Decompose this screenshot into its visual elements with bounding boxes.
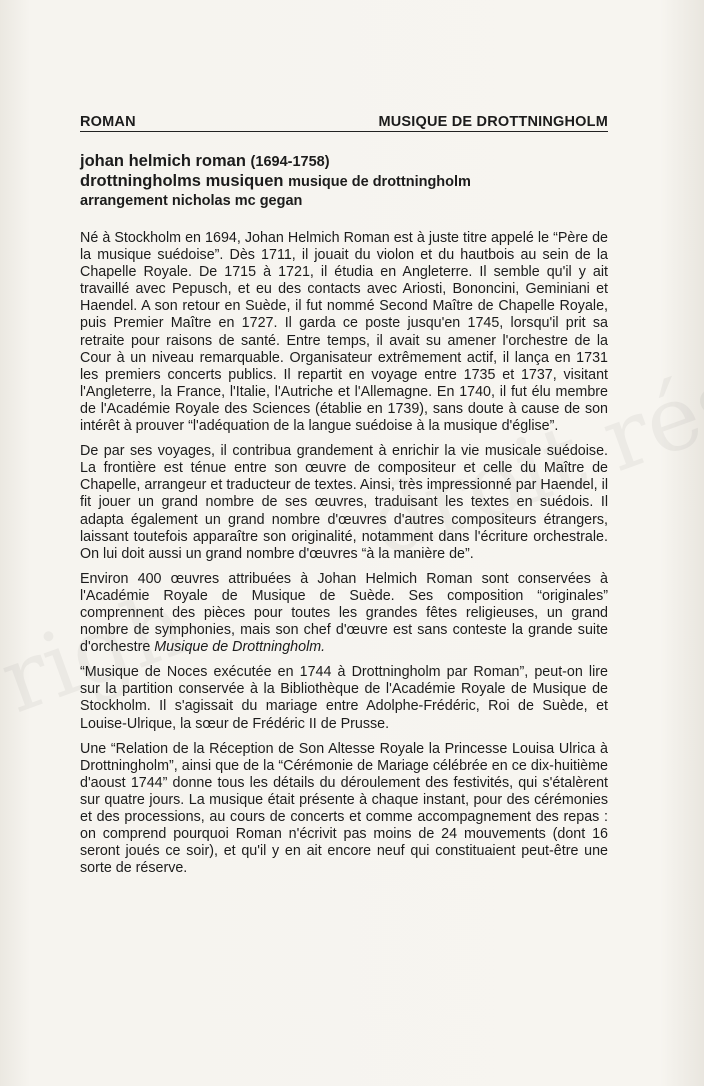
composer-years: (1694-1758) bbox=[250, 154, 330, 170]
header-right: MUSIQUE DE DROTTNINGHOLM bbox=[378, 114, 608, 130]
paragraph-4: “Musique de Noces exécutée en 1744 à Drottningholm par Roman”, peut-on lire sur la partition conservée à la Bibliothèque de l'Académie Royale de Musique de Stockholm. Il s'agissait du mariage entre Adolphe-Frédéric, Roi de Suède, et Louise-Ulrique, la sœur de Frédéric II de Prusse. bbox=[80, 664, 608, 732]
paragraph-2: De par ses voyages, il contribua grandement à enrichir la vie musicale suédoise. La frontière est ténue entre son œuvre de compositeur et celle du Maître de Chapelle, arrangeur et traducteur de textes. Ainsi, très impressionné par Haendel, il fit jouer un grand nombre de ses œuvres, traduisant les textes en suédois. Il adapta également un grand nombre d'œuvres d'autres compositeurs étrangers, laissant toutefois apparaître son originalité, notamment dans l'écriture orchestrale. On lui doit aussi un grand nombre d'œuvres “à la manière de”. bbox=[80, 443, 608, 562]
paragraph-3-italic: Musique de Drottningholm. bbox=[154, 639, 326, 656]
work-title: drottningholms musiquen bbox=[80, 172, 284, 190]
title-work-line bbox=[80, 172, 620, 192]
paragraph-5: Une “Relation de la Réception de Son Altesse Royale la Princesse Louisa Ulrica à Drottningholm”, ainsi que de la “Cérémonie de Mariage célébrée en ce dix-huitième d'aoust 1744” donne tous les détails du déroulement des festivités, qui s'étalèrent sur quatre jours. La musique était présente à chaque instant, pour des cérémonies et des processions, au cours de concerts et comme accompagnement des repas : on comprend pourquoi Roman n'écrivit pas moins de 24 mouvements (dont 16 seront joués ce soir), et qu'il y en ait encore neuf qui constituaient peut-être une sorte de réserve. bbox=[80, 740, 608, 877]
title-block bbox=[80, 152, 620, 211]
header-left: ROMAN bbox=[80, 114, 136, 130]
title-arrangement: arrangement nicholas mc gegan bbox=[80, 193, 303, 209]
body-text bbox=[80, 230, 608, 885]
title-composer-line bbox=[80, 152, 620, 172]
header-rule bbox=[80, 131, 608, 132]
paragraph-3 bbox=[80, 571, 608, 656]
paragraph-1: Né à Stockholm en 1694, Johan Helmich Roman est à juste titre appelé le “Père de la musique suédoise”. Dès 1711, il jouait du violon et du hautbois au sein de la Chapelle Royale. De 1715 à 1721, il étudia en Angleterre. Il semble qu'il y ait travaillé avec Pepusch, et eu des contacts avec Ariosti, Bononcini, Geminiani et Haendel. A son retour en Suède, il fut nommé Second Maître de Chapelle Royale, puis Premier Maître en 1727. Il garda ce poste jusqu'en 1745, lorsqu'il prit sa retraite pour raisons de santé. Entre temps, il avait su amener l'orchestre de la Cour à un niveau remarquable. Organisateur extrêmement actif, il lança en 1731 les premiers concerts publics. Il repartit en voyage entre 1735 et 1737, visitant l'Angleterre, la France, l'Italie, l'Autriche et l'Allemagne. En 1740, il fut élu membre de l'Académie Royale des Sciences (établie en 1739), sans doute à cause de son intérêt à prouver “l'adéquation de la langue suédoise à la musique d'église”. bbox=[80, 230, 608, 435]
work-title-french: musique de drottningholm bbox=[288, 174, 471, 190]
paragraph-3-text: Environ 400 œuvres attribuées à Johan Helmich Roman sont conservées à l'Académie Royale de Musique de Suède. Ses composition “originales” comprennent des pièces pour toutes les grandes fêtes religieuses, un grand nombre de symphonies, mais son chef d'œuvre est sans conteste la grande suite d'orchestre bbox=[80, 570, 608, 656]
running-header bbox=[80, 114, 608, 130]
composer-name: johan helmich roman bbox=[80, 152, 246, 170]
